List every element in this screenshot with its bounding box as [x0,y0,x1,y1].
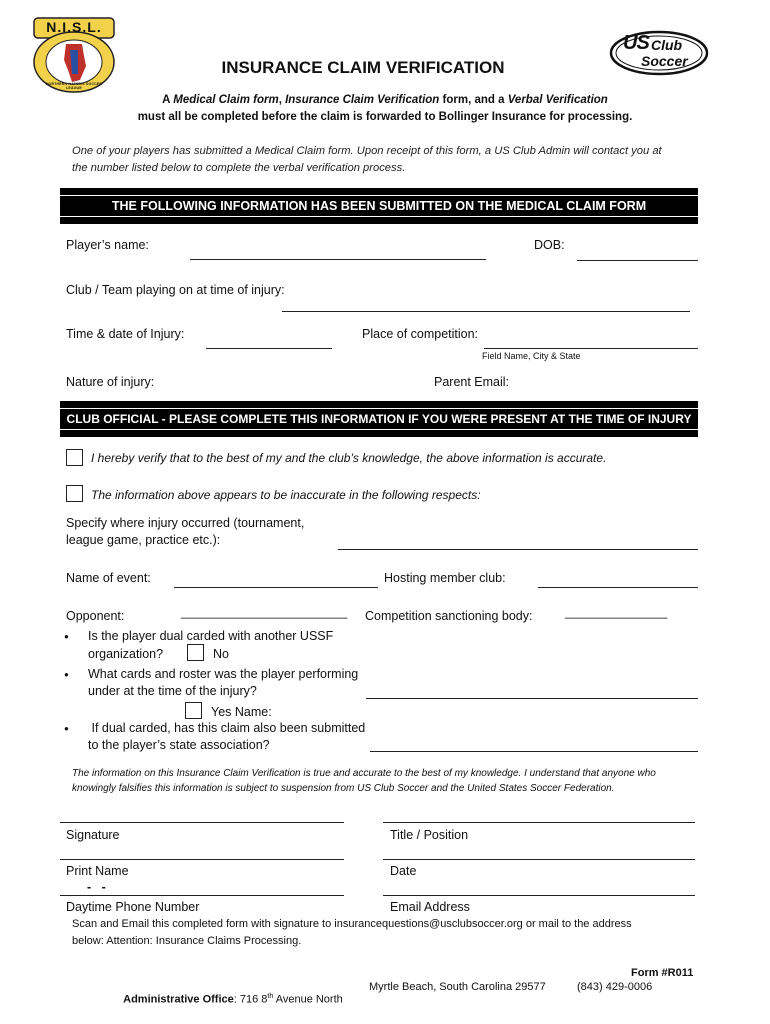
specify-field[interactable] [338,549,698,550]
hosting-label: Hosting member club: [384,571,506,585]
daytime-phone-label: Daytime Phone Number [66,900,200,914]
place-field[interactable] [484,348,698,349]
section1-banner-text: THE FOLLOWING INFORMATION HAS BEEN SUBMITTED ON THE MEDICAL CLAIM FORM [60,195,698,217]
admin-address-sup: th [267,993,274,1000]
specify-label-2: league game, practice etc.): [66,533,221,547]
time-date-field[interactable] [206,348,332,349]
cards-field[interactable] [366,698,698,699]
section1-banner [60,188,698,224]
email-address-line[interactable] [383,895,695,896]
daytime-phone-line[interactable] [60,895,344,896]
title-position-label: Title / Position [390,828,469,842]
bullet-2: ● [64,670,69,679]
verify-checkbox[interactable] [66,449,83,466]
event-label: Name of event: [66,571,151,585]
sanctioning-field[interactable]: ________________ [565,607,668,619]
intro-line-1: One of your players has submitted a Medical Claim form. Upon receipt of this form, a US Club Admin will contact you at [72,145,662,157]
nature-label: Nature of injury: [66,375,155,389]
place-label: Place of competition: [362,327,479,341]
bullet-1: ● [64,632,69,641]
specify-label-1: Specify where injury occurred (tournament, [66,516,305,530]
club-logo-text: Club [651,37,683,53]
signature-label: Signature [66,828,120,842]
nisl-logo-text: N.I.S.L. [46,19,102,35]
print-name-line[interactable] [60,859,344,860]
admin-office-label: Administrative Office [123,993,234,1006]
event-field[interactable] [174,587,378,588]
bullet-3: ● [64,724,69,733]
no-label: No [213,647,229,661]
header-line-1d: Insurance Claim Verification [285,94,440,106]
us-logo-text: US [623,32,649,54]
header-line-1b: Medical Claim form [173,94,279,106]
nisl-logo [26,16,122,94]
dob-label: DOB: [534,238,565,252]
verify-text: I hereby verify that to the best of my and the club’s knowledge, the above information is accurate. [91,451,607,465]
header-line-1a: A [162,94,174,106]
no-checkbox[interactable] [187,644,204,661]
soccer-logo-text: Soccer [641,53,688,69]
section2-banner [60,401,698,437]
dual-carded-line-1: Is the player dual carded with another USSF [88,629,334,643]
submitted-line-2: to the player’s state association? [88,738,270,752]
section2-banner-text: CLUB OFFICIAL - PLEASE COMPLETE THIS INFORMATION IF YOU WERE PRESENT AT THE TIME OF INJURY [60,408,698,430]
header-line-1e: form, and a [439,94,508,106]
header-line-1f: Verbal Verification [507,94,608,106]
phone-dashes: - - [87,880,106,894]
time-date-label: Time & date of Injury: [66,327,185,341]
cards-line-1: What cards and roster was the player performing [88,667,359,681]
admin-phone: (843) 429-0006 [577,981,653,993]
club-team-field[interactable] [282,311,690,312]
admin-avenue: Avenue North [273,993,343,1006]
page-title: INSURANCE CLAIM VERIFICATION [221,58,505,77]
email-address-label: Email Address [390,900,470,914]
date-line[interactable] [383,859,695,860]
title-position-line[interactable] [383,822,695,823]
signature-line[interactable] [60,822,344,823]
admin-address: : 716 8 [233,993,268,1006]
yes-checkbox[interactable] [185,702,202,719]
form-number: Form #R011 [631,967,694,979]
sanctioning-label: Competition sanctioning body: [365,609,533,623]
players-name-label: Player’s name: [66,238,149,252]
hosting-field[interactable] [538,587,698,588]
yes-name-label: Yes Name: [211,705,272,719]
intro-line-2: the number listed below to complete the verbal verification process. [72,162,406,174]
scan-instructions-2: below: Attention: Insurance Claims Processing. [72,935,302,947]
header-line-1 [0,94,770,106]
submitted-line-1: If dual carded, has this claim also been submitted [88,721,366,735]
date-label: Date [390,864,417,878]
scan-instructions-1: Scan and Email this completed form with signature to insurancequestions@usclubsoccer.org or mail to the address [72,918,632,930]
dual-carded-line-2: organization? [88,647,164,661]
opponent-label: Opponent: [66,609,125,623]
header-line-2: must all be completed before the claim is forwarded to Bollinger Insurance for processing. [137,111,633,123]
submitted-field[interactable] [370,751,698,752]
opponent-field[interactable]: __________________________ [181,607,348,619]
inaccurate-checkbox[interactable] [66,485,83,502]
inaccurate-text: The information above appears to be inaccurate in the following respects: [91,488,481,502]
nisl-logo-ring-text: NORTHERN ILLINOIS SOCCER LEAGUE [45,82,103,90]
header-line-1c: , [278,94,286,106]
players-name-field[interactable] [190,259,486,260]
attestation-line-1: The information on this Insurance Claim Verification is true and accurate to the best of my knowledge. I understand that anyone who [72,768,656,779]
club-team-label: Club / Team playing on at time of injury: [66,283,285,297]
cards-line-2: under at the time of the injury? [88,684,257,698]
dob-field[interactable] [577,260,698,261]
parent-email-label: Parent Email: [434,375,510,389]
place-hint: Field Name, City & State [482,351,581,361]
attestation-line-2: knowingly falsifies this information is subject to suspension from US Club Soccer and the United States Soccer Federation. [72,783,615,794]
print-name-label: Print Name [66,864,129,878]
admin-office-line [117,981,343,1006]
admin-city: Myrtle Beach, South Carolina 29577 [369,981,546,993]
